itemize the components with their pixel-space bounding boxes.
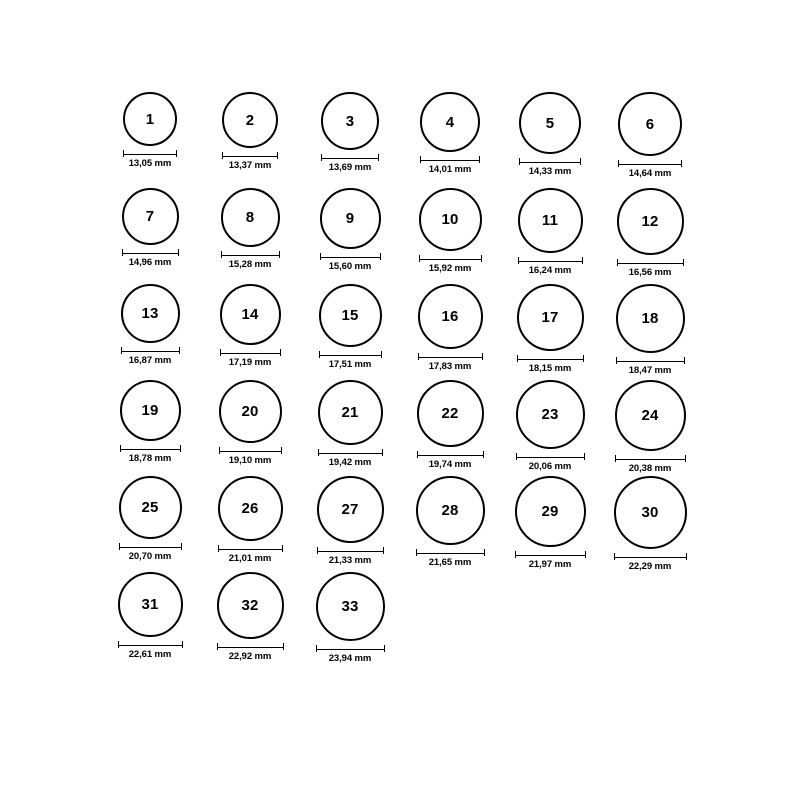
dimension-line — [217, 643, 284, 650]
ring-size-label: 24 — [641, 407, 659, 424]
dimension-value: 22,92 mm — [228, 651, 272, 662]
dimension-value: 13,05 mm — [128, 158, 172, 169]
ring-circle — [219, 380, 282, 443]
ring-size-label: 13 — [141, 305, 159, 322]
ring-size-label: 33 — [341, 598, 359, 615]
dimension-annotation — [517, 355, 584, 374]
ring-size-label: 28 — [441, 502, 459, 519]
dimension-annotation — [219, 447, 282, 466]
dimension-annotation — [217, 643, 284, 662]
ring-circle — [120, 380, 181, 441]
dimension-line — [518, 257, 583, 264]
ring-size-label: 14 — [241, 306, 259, 323]
dimension-line — [321, 154, 379, 161]
ring-size-label: 26 — [241, 500, 259, 517]
dimension-value: 14,96 mm — [128, 257, 172, 268]
dimension-value: 17,83 mm — [428, 361, 472, 372]
dimension-line — [120, 445, 181, 452]
dimension-line — [517, 355, 584, 362]
dimension-annotation — [518, 257, 583, 276]
ring-size-cell — [100, 92, 200, 188]
ring-size-label: 20 — [241, 403, 259, 420]
dimension-value: 16,87 mm — [128, 355, 172, 366]
ring-circle — [518, 188, 583, 253]
dimension-value: 18,47 mm — [628, 365, 672, 376]
dimension-line — [614, 553, 687, 560]
dimension-value: 13,37 mm — [228, 160, 272, 171]
dimension-line — [121, 347, 180, 354]
ring-size-label: 6 — [645, 115, 655, 133]
dimension-annotation — [618, 160, 682, 179]
dimension-value: 19,10 mm — [228, 455, 272, 466]
dimension-annotation — [118, 641, 183, 660]
dimension-value: 21,65 mm — [428, 557, 472, 568]
dimension-annotation — [419, 255, 482, 274]
ring-size-cell — [200, 284, 300, 380]
ring-size-cell — [200, 572, 300, 668]
ring-size-cell — [600, 92, 700, 188]
ring-size-cell — [300, 188, 400, 284]
dimension-line — [122, 249, 179, 256]
dimension-line — [220, 349, 281, 356]
dimension-line — [420, 156, 480, 163]
ring-circle — [616, 284, 685, 353]
ring-size-cell — [500, 92, 600, 188]
dimension-value: 21,97 mm — [528, 559, 572, 570]
ring-size-cell — [500, 284, 600, 380]
ring-size-label: 10 — [441, 211, 459, 228]
ring-size-cell — [400, 284, 500, 380]
ring-size-label: 29 — [541, 503, 559, 520]
ring-size-label: 3 — [345, 112, 355, 130]
ring-circle — [614, 476, 687, 549]
dimension-annotation — [120, 445, 181, 464]
dimension-annotation — [122, 249, 179, 268]
dimension-annotation — [220, 349, 281, 368]
ring-size-label: 27 — [341, 501, 359, 518]
dimension-line — [118, 641, 183, 648]
dimension-value: 21,01 mm — [228, 553, 272, 564]
dimension-line — [418, 353, 483, 360]
ring-circle — [517, 284, 584, 351]
ring-size-label: 21 — [341, 404, 359, 421]
ring-size-cell — [100, 188, 200, 284]
ring-size-cell — [300, 284, 400, 380]
ring-circle — [618, 92, 682, 156]
ring-size-label: 30 — [641, 504, 659, 521]
ring-circle — [320, 188, 381, 249]
dimension-value: 17,19 mm — [228, 357, 272, 368]
ring-size-cell — [200, 188, 300, 284]
dimension-value: 21,33 mm — [328, 555, 372, 566]
ring-size-cell — [100, 284, 200, 380]
ring-circle — [218, 476, 283, 541]
ring-circle — [321, 92, 379, 150]
ring-size-cell — [600, 380, 700, 476]
ring-circle — [123, 92, 177, 146]
dimension-annotation — [319, 351, 382, 370]
dimension-line — [219, 447, 282, 454]
dimension-line — [516, 453, 585, 460]
dimension-annotation — [516, 453, 585, 472]
ring-size-cell — [200, 380, 300, 476]
ring-size-label: 22 — [441, 405, 459, 422]
ring-circle — [121, 284, 180, 343]
dimension-line — [519, 158, 581, 165]
dimension-value: 14,64 mm — [628, 168, 672, 179]
dimension-annotation — [616, 357, 685, 376]
dimension-value: 18,78 mm — [128, 453, 172, 464]
dimension-line — [320, 253, 381, 260]
ring-size-cell — [100, 380, 200, 476]
dimension-line — [316, 645, 385, 652]
ring-circle — [615, 380, 686, 451]
dimension-line — [417, 451, 484, 458]
dimension-annotation — [615, 455, 686, 474]
dimension-annotation — [317, 547, 384, 566]
dimension-value: 15,92 mm — [428, 263, 472, 274]
ring-size-label: 12 — [641, 213, 659, 230]
ring-size-label: 7 — [145, 208, 155, 225]
ring-circle — [118, 572, 183, 637]
dimension-line — [119, 543, 182, 550]
dimension-line — [515, 551, 586, 558]
ring-size-label: 15 — [341, 307, 359, 324]
ring-size-cell — [400, 92, 500, 188]
ring-circle — [617, 188, 684, 255]
ring-circle — [417, 380, 484, 447]
dimension-value: 23,94 mm — [328, 653, 372, 664]
ring-size-label: 4 — [445, 113, 455, 131]
ring-circle — [119, 476, 182, 539]
dimension-value: 16,56 mm — [628, 267, 672, 278]
ring-circle — [515, 476, 586, 547]
dimension-annotation — [416, 549, 485, 568]
dimension-annotation — [614, 553, 687, 572]
ring-circle — [516, 380, 585, 449]
dimension-annotation — [519, 158, 581, 177]
ring-size-label: 5 — [545, 114, 555, 132]
ring-size-cell — [600, 284, 700, 380]
ring-circle — [222, 92, 278, 148]
ring-size-label: 32 — [241, 597, 259, 614]
dimension-line — [319, 351, 382, 358]
ring-circle — [316, 572, 385, 641]
ring-size-label: 2 — [245, 111, 255, 129]
dimension-line — [218, 545, 283, 552]
dimension-line — [416, 549, 485, 556]
dimension-annotation — [222, 152, 278, 171]
dimension-value: 22,29 mm — [628, 561, 672, 572]
dimension-annotation — [417, 451, 484, 470]
ring-circle — [319, 284, 382, 347]
ring-size-cell — [200, 92, 300, 188]
ring-size-cell — [300, 476, 400, 572]
dimension-annotation — [617, 259, 684, 278]
dimension-line — [222, 152, 278, 159]
ring-circle — [220, 284, 281, 345]
ring-size-cell — [400, 380, 500, 476]
ring-size-label: 8 — [245, 209, 255, 226]
dimension-annotation — [418, 353, 483, 372]
ring-size-cell — [500, 380, 600, 476]
ring-circle — [416, 476, 485, 545]
ring-size-cell — [500, 188, 600, 284]
ring-size-cell — [300, 92, 400, 188]
ring-size-label: 16 — [441, 308, 459, 325]
ring-circle — [418, 284, 483, 349]
dimension-line — [616, 357, 685, 364]
dimension-line — [317, 547, 384, 554]
dimension-annotation — [221, 251, 280, 270]
dimension-value: 17,51 mm — [328, 359, 372, 370]
ring-size-cell — [400, 476, 500, 572]
dimension-value: 14,01 mm — [428, 164, 472, 175]
ring-circle — [122, 188, 179, 245]
ring-size-label: 18 — [641, 310, 659, 327]
dimension-annotation — [121, 347, 180, 366]
ring-circle — [519, 92, 581, 154]
ring-size-cell — [600, 476, 700, 572]
ring-circle — [419, 188, 482, 251]
dimension-value: 20,38 mm — [628, 463, 672, 474]
ring-size-cell — [200, 476, 300, 572]
dimension-value: 18,15 mm — [528, 363, 572, 374]
dimension-line — [617, 259, 684, 266]
dimension-line — [419, 255, 482, 262]
ring-size-cell — [300, 572, 400, 668]
dimension-value: 20,06 mm — [528, 461, 572, 472]
dimension-annotation — [119, 543, 182, 562]
dimension-value: 22,61 mm — [128, 649, 172, 660]
ring-circle — [420, 92, 480, 152]
dimension-line — [615, 455, 686, 462]
dimension-line — [221, 251, 280, 258]
dimension-annotation — [316, 645, 385, 664]
ring-size-cell — [400, 188, 500, 284]
ring-size-cell — [500, 476, 600, 572]
dimension-annotation — [123, 150, 177, 169]
dimension-value: 19,42 mm — [328, 457, 372, 468]
dimension-value: 20,70 mm — [128, 551, 172, 562]
dimension-value: 13,69 mm — [328, 162, 372, 173]
ring-size-cell — [300, 380, 400, 476]
dimension-line — [618, 160, 682, 167]
ring-size-label: 23 — [541, 406, 559, 423]
dimension-value: 15,28 mm — [228, 259, 272, 270]
ring-size-label: 1 — [145, 110, 155, 128]
ring-circle — [318, 380, 383, 445]
ring-size-cell — [100, 572, 200, 668]
ring-circle — [317, 476, 384, 543]
dimension-annotation — [420, 156, 480, 175]
dimension-annotation — [320, 253, 381, 272]
dimension-annotation — [321, 154, 379, 173]
dimension-value: 14,33 mm — [528, 166, 572, 177]
ring-size-label: 31 — [141, 596, 159, 613]
dimension-line — [123, 150, 177, 157]
ring-circle — [221, 188, 280, 247]
dimension-annotation — [318, 449, 383, 468]
dimension-annotation — [218, 545, 283, 564]
ring-size-label: 17 — [541, 309, 559, 326]
ring-size-label: 25 — [141, 499, 159, 516]
ring-size-label: 11 — [541, 212, 559, 229]
ring-size-cell — [100, 476, 200, 572]
dimension-annotation — [515, 551, 586, 570]
dimension-value: 15,60 mm — [328, 261, 372, 272]
ring-size-grid — [100, 92, 700, 668]
dimension-value: 16,24 mm — [528, 265, 572, 276]
ring-circle — [217, 572, 284, 639]
ring-size-label: 9 — [345, 210, 355, 227]
ring-size-label: 19 — [141, 402, 159, 419]
dimension-value: 19,74 mm — [428, 459, 472, 470]
ring-size-cell — [600, 188, 700, 284]
dimension-line — [318, 449, 383, 456]
